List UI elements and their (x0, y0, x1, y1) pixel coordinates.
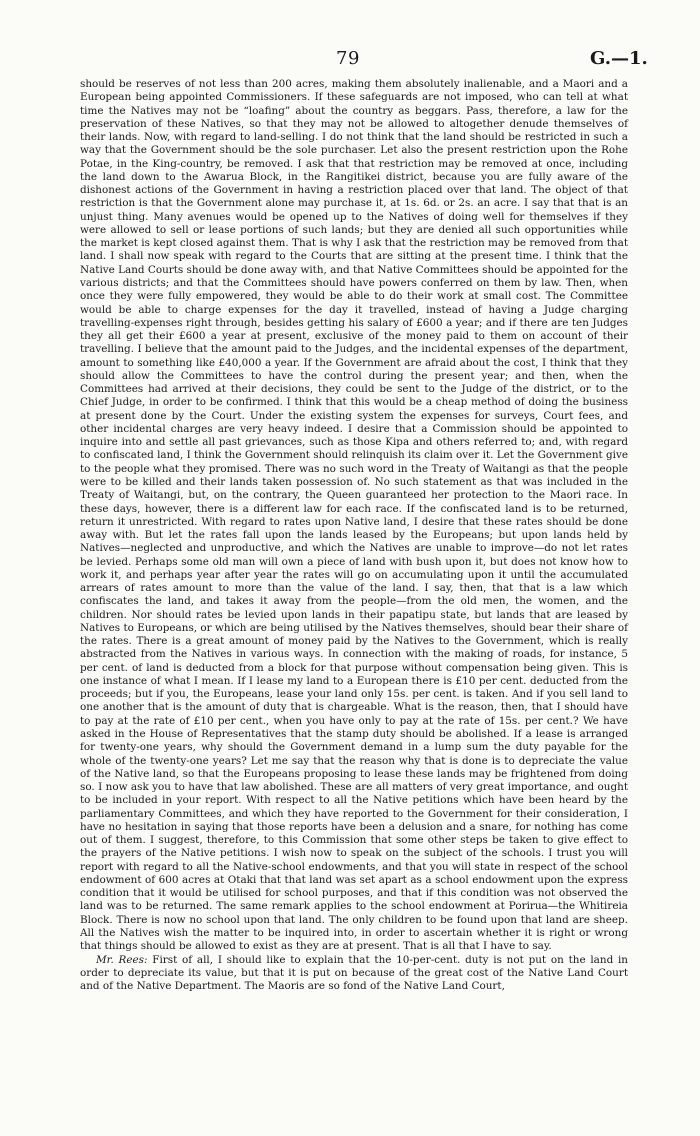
page-number: 79 (336, 48, 360, 69)
speaker-name: Mr. Rees: (96, 953, 148, 966)
paragraph-mr-rees (80, 954, 628, 994)
document-reference: G.—1. (590, 48, 648, 69)
body-text (80, 78, 628, 993)
page-header (0, 48, 700, 72)
speech-text: First of all, I should like to explain that the 10-per-cent. duty is not put on the land in order to depreciate its value, but that it is put on because of the great cost of the Native Land Court and of the Native Department. The Maoris are so fond of the Native Land Court, (80, 953, 628, 993)
paragraph-speech-continued: should be reserves of not less than 200 acres, making them absolutely inalienable, and a Maori and a European being appointed Commissioners. If these safeguards are not imposed, who can tell at what time the Natives may not be “loafing” about the country as beggars. Pass, therefore, a law for the preservation of these Natives, so that they may not be allowed to altogether denude themselves of their lands. Now, with regard to land-selling. I do not think that the land should be restricted in such a way that the Government should be the sole purchaser. Let also the present restriction upon the Rohe Potae, in the King-country, be removed. I ask that that restriction may be removed at once, including the land down to the Awarua Block, in the Rangitikei district, because you are fully aware of the dishonest actions of the Government in having a restriction placed over that land. The object of that restriction is that the Government alone may purchase it, at 1s. 6d. or 2s. an acre. I say that that is an unjust thing. Many avenues would be opened up to the Natives of doing well for themselves if they were allowed to sell or lease portions of such lands; but they are denied all such opportunities while the market is kept closed against them. That is why I ask that the restriction may be removed from that land. I shall now speak with regard to the Courts that are sitting at the present time. I think that the Native Land Courts should be done away with, and that Native Committees should be appointed for the various districts; and that the Committees should have powers conferred on them by law. Then, when once they were fully empowered, they would be able to do their work at small cost. The Committee would be able to charge expenses for the day it travelled, instead of having a Judge charging travelling-expenses right through, besides getting his salary of £600 a year; and if there are ten Judges they all get their £600 a year at present, exclusive of the money paid to them on account of their travelling. I believe that the amount paid to the Judges, and the incidental expenses of the department, amount to something like £40,000 a year. If the Government are afraid about the cost, I think that they should allow the Committees to have the control during the present year; and then, when the Committees had arrived at their decisions, they could be sent to the Judge of the district, or to the Chief Judge, in order to be confirmed. I think that this would be a cheap method of doing the business at present done by the Court. Under the existing system the expenses for surveys, Court fees, and other incidental charges are very heavy indeed. I desire that a Commission should be appointed to inquire into and settle all past grievances, such as those Kipa and others referred to; and, with regard to confiscated land, I think the Government should relinquish its claim over it. Let the Government give to the people what they promised. There was no such word in the Treaty of Waitangi as that the people were to be killed and their lands taken possession of. No such statement as that was included in the Treaty of Waitangi, but, on the contrary, the Queen guaranteed her protection to the Maori race. In these days, however, there is a different law for each race. If the confiscated land is to be returned, return it unrestricted. With regard to rates upon Native land, I desire that these rates should be done away with. But let the rates fall upon the lands leased by the Europeans; but upon lands held by Natives—neglected and unproductive, and which the Natives are unable to improve—do not let rates be levied. Perhaps some old man will own a piece of land with bush upon it, but does not know how to work it, and perhaps year after year the rates will go on accumulating upon it until the accumulated arrears of rates amount to more than the value of the land. I say, then, that that is a law which confiscates the land, and takes it away from the people—from the old men, the women, and the children. Nor should rates be levied upon lands in their papatipu state, but lands that are leased by Natives to Europeans, or which are being utilised by the Natives themselves, should bear their share of the rates. There is a great amount of money paid by the Natives to the Government, which is really abstracted from the Natives in various ways. In connection with the making of roads, for instance, 5 per cent. of land is deducted from a block for that purpose without compensation being given. This is one instance of what I mean. If I lease my land to a European there is £10 per cent. deducted from the proceeds; but if you, the Europeans, lease your land only 15s. per cent. is taken. And if you sell land to one another that is the amount of duty that is chargeable. What is the reason, then, that I should have to pay at the rate of £10 per cent., when you have only to pay at the rate of 15s. per cent.? We have asked in the House of Representatives that the stamp duty should be abolished. If a lease is arranged for twenty-one years, why should the Government demand in a lump sum the duty payable for the whole of the twenty-one years? Let me say that the reason why that is done is to depreciate the value of the Native land, so that the Europeans proposing to lease these lands may be frightened from doing so. I now ask you to have that law abolished. These are all matters of very great importance, and ought to be included in your report. With respect to all the Native petitions which have been heard by the parliamentary Committees, and which they have reported to the Government for their consideration, I have no hesitation in saying that those reports have been a delusion and a snare, for nothing has come out of them. I suggest, therefore, to this Commission that some other steps be taken to give effect to the prayers of the Native petitions. I wish now to speak on the subject of the schools. I trust you will report with regard to all the Native-school endowments, and that you will state in respect of the school endowment of 600 acres at Otaki that that land was set apart as a school endowment upon the express condition that it would be utilised for school purposes, and that if this condition was not observed the land was to be returned. The same remark applies to the school endowment at Porirua—the Whitireia Block. There is now no school upon that land. The only children to be found upon that land are sheep. All the Natives wish the matter to be inquired into, in order to ascertain whether it is right or wrong that things should be allowed to exist as they are at present. That is all that I have to say. (80, 78, 628, 953)
